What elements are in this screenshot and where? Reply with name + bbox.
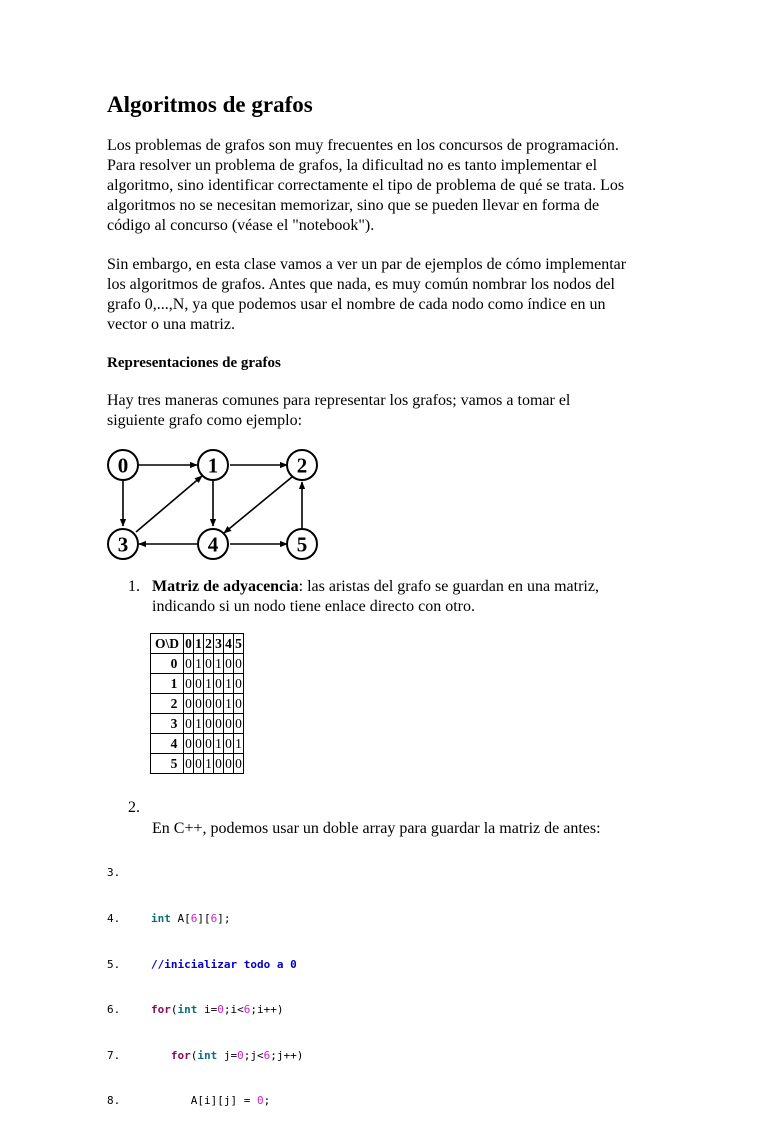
text-line: Los problemas de grafos son muy frecuentes en los concursos de programación. — [107, 137, 619, 154]
table-row — [151, 714, 244, 734]
matrix-cell: 0 — [234, 694, 244, 714]
table-row — [151, 734, 244, 754]
matrix-cell: 0 — [184, 674, 194, 694]
matrix-cell: 0 — [204, 734, 214, 754]
intro-paragraph — [107, 136, 677, 236]
line-number: 6. — [107, 1003, 121, 1017]
list-item-line — [152, 577, 672, 597]
row-header: 1 — [151, 674, 184, 694]
code-text: ;j< — [243, 1048, 264, 1062]
code-keyword: int — [151, 912, 171, 925]
graph-node-2 — [287, 450, 317, 480]
term-adjacency-matrix: Matriz de adyacencia — [152, 578, 299, 595]
code-keyword: int — [177, 1003, 198, 1017]
code-number: 0 — [256, 1094, 264, 1108]
code-text: ;i< — [223, 1003, 244, 1017]
matrix-cell: 1 — [214, 734, 224, 754]
matrix-cell: 0 — [204, 694, 214, 714]
code-line-7 — [107, 1048, 303, 1063]
section-heading: Representaciones de grafos — [107, 355, 281, 371]
code-text: ]; — [217, 912, 231, 925]
table-row — [151, 754, 244, 774]
row-header: 5 — [151, 754, 184, 774]
node-label: 5 — [296, 532, 308, 557]
code-number: 0 — [217, 1003, 224, 1017]
column-header: 3 — [214, 634, 224, 654]
matrix-cell: 0 — [194, 674, 204, 694]
second-paragraph — [107, 255, 677, 335]
column-header: 4 — [224, 634, 234, 654]
text-line: vector o una matriz. — [107, 316, 235, 333]
list-number-1: 1. — [128, 578, 140, 595]
line-number: 7. — [107, 1048, 121, 1062]
graph-node-1 — [198, 450, 228, 480]
third-paragraph — [107, 391, 677, 431]
code-text: A[i][j] = — [190, 1094, 257, 1108]
code-text: ( — [170, 1003, 178, 1017]
code-text: ][ — [197, 912, 211, 925]
matrix-cell: 0 — [234, 754, 244, 774]
code-line-6 — [107, 1002, 303, 1017]
code-line-3 — [107, 865, 303, 880]
code-line-4 — [107, 911, 303, 926]
matrix-cell: 1 — [204, 754, 214, 774]
code-text: ( — [190, 1048, 198, 1062]
matrix-cell: 0 — [214, 714, 224, 734]
column-header: 0 — [184, 634, 194, 654]
code-keyword: for — [170, 1048, 191, 1062]
node-label: 3 — [117, 532, 129, 557]
node-label: 1 — [207, 453, 219, 478]
text-line: Hay tres maneras comunes para representar los grafos; vamos a tomar el — [107, 392, 571, 409]
matrix-cell: 1 — [224, 674, 234, 694]
code-text: j= — [217, 1048, 238, 1062]
table-row — [151, 654, 244, 674]
code-text: i= — [197, 1003, 218, 1017]
code-text: ; — [263, 1094, 271, 1108]
code-text: A[ — [170, 912, 191, 925]
graph-node-3 — [108, 529, 138, 559]
matrix-cell: 0 — [224, 754, 234, 774]
list-item-1 — [152, 577, 672, 617]
node-label: 0 — [117, 453, 129, 478]
table-row — [151, 674, 244, 694]
row-header: 0 — [151, 654, 184, 674]
code-number: 6 — [190, 912, 198, 925]
matrix-cell: 0 — [224, 654, 234, 674]
line-number: 4. — [107, 912, 121, 925]
text-line: algoritmos no se necesitan memorizar, sino que se pueden llevar en forma de — [107, 197, 600, 214]
matrix-cell: 0 — [224, 734, 234, 754]
row-header: 2 — [151, 694, 184, 714]
code-number: 0 — [237, 1048, 244, 1062]
matrix-cell: 0 — [194, 694, 204, 714]
matrix-cell: 0 — [204, 654, 214, 674]
matrix-cell: 0 — [184, 694, 194, 714]
matrix-cell: 0 — [184, 734, 194, 754]
edge-2-4 — [224, 477, 292, 533]
matrix-cell: 1 — [204, 674, 214, 694]
list-item-line: En C++, podemos usar un doble array para guardar la matriz de antes: — [152, 820, 601, 837]
graph-node-4 — [198, 529, 228, 559]
matrix-cell: 0 — [194, 734, 204, 754]
matrix-cell: 1 — [194, 654, 204, 674]
table-header-row — [151, 634, 244, 654]
edge-3-1 — [136, 476, 202, 532]
text-line: Sin embargo, en esta clase vamos a ver un par de ejemplos de cómo implementar — [107, 256, 627, 273]
matrix-cell: 0 — [234, 674, 244, 694]
matrix-cell: 0 — [224, 714, 234, 734]
line-number: 5. — [107, 957, 121, 971]
node-label: 2 — [296, 453, 308, 478]
column-header: 2 — [204, 634, 214, 654]
table-row — [151, 694, 244, 714]
matrix-cell: 1 — [214, 654, 224, 674]
node-label: 4 — [207, 532, 219, 557]
matrix-cell: 0 — [184, 754, 194, 774]
column-header: 5 — [234, 634, 244, 654]
code-text: ;i++) — [250, 1003, 284, 1017]
code-number: 6 — [263, 1048, 271, 1062]
code-number: 6 — [243, 1003, 251, 1017]
code-comment: //inicializar todo a 0 — [151, 957, 297, 971]
list-item-line: indicando si un nodo tiene enlace directo con otro. — [152, 598, 476, 615]
row-header: 3 — [151, 714, 184, 734]
matrix-cell: 0 — [234, 714, 244, 734]
matrix-cell: 0 — [234, 654, 244, 674]
line-number: 3. — [107, 866, 121, 880]
line-number: 8. — [107, 1094, 121, 1108]
code-keyword: for — [151, 1003, 171, 1017]
list-item-text: : las aristas del grafo se guardan en una matriz, — [298, 578, 599, 595]
code-line-5 — [107, 957, 303, 972]
column-header: 1 — [194, 634, 204, 654]
graph-diagram — [104, 448, 324, 564]
matrix-cell: 1 — [194, 714, 204, 734]
graph-node-0 — [108, 450, 138, 480]
matrix-cell: 0 — [204, 714, 214, 734]
matrix-cell: 0 — [184, 714, 194, 734]
code-number: 6 — [210, 912, 218, 925]
text-line: código al concurso (véase el "notebook"). — [107, 217, 375, 234]
adjacency-matrix-table — [150, 633, 244, 774]
code-indent — [151, 1094, 191, 1107]
corner-header: O\D — [151, 634, 184, 654]
matrix-cell: 0 — [184, 654, 194, 674]
matrix-cell: 1 — [224, 694, 234, 714]
text-line: siguiente grafo como ejemplo: — [107, 412, 303, 429]
text-line: Para resolver un problema de grafos, la dificultad no es tanto implementar el — [107, 157, 598, 174]
list-number-2: 2. — [128, 799, 140, 816]
code-indent — [151, 1049, 171, 1062]
matrix-cell: 0 — [214, 694, 224, 714]
matrix-cell: 0 — [214, 754, 224, 774]
text-line: grafo 0,...,N, ya que podemos usar el nombre de cada nodo como índice en un — [107, 296, 606, 313]
matrix-cell: 1 — [234, 734, 244, 754]
page-title: Algoritmos de grafos — [107, 92, 313, 117]
text-line: los algoritmos de grafos. Antes que nada, es muy común nombrar los nodos del — [107, 276, 615, 293]
graph-node-5 — [287, 529, 317, 559]
code-keyword: int — [197, 1048, 218, 1062]
code-line-8 — [107, 1093, 303, 1108]
matrix-cell: 0 — [214, 674, 224, 694]
matrix-cell: 0 — [194, 754, 204, 774]
code-text: ;j++) — [270, 1048, 304, 1062]
text-line: algoritmo, sino identificar correctamente el tipo de problema de qué se trata. Los — [107, 177, 625, 194]
row-header: 4 — [151, 734, 184, 754]
code-block — [107, 835, 303, 1124]
